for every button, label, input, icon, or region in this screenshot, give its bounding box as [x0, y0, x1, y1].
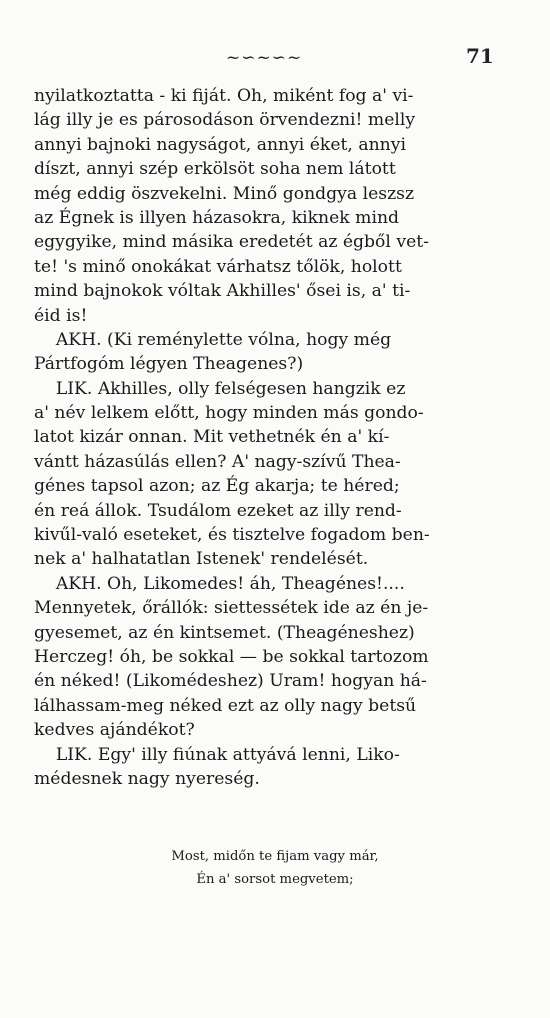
- verse-line: Most, midőn te fijam vagy már,: [171, 849, 379, 864]
- text-line: te! 's minő onokákat várhatsz tőlök, holott: [34, 256, 402, 277]
- text-line: nek a' halhatatlan Istenek' rendelését.: [34, 549, 369, 570]
- text-line: kedves ajándékot?: [34, 720, 195, 741]
- text-line: gyesemet, az én kintsemet. (Theagéneshez): [34, 622, 415, 643]
- text-line: nyilatkoztatta - ki fiját. Oh, miként fog a' vi-: [34, 86, 414, 106]
- verse-line: Én a' sorsot megvetem;: [196, 872, 354, 887]
- speaker-line-akh: AKH. Oh, Likomedes! áh, Theagénes!....: [34, 573, 405, 594]
- speaker-line-lik: LIK. Akhilles, olly felségesen hangzik ez: [34, 378, 406, 399]
- text-line: én reá állok. Tsudálom ezeket az illy rend-: [34, 500, 402, 521]
- text-line: médesnek nagy nyereség.: [34, 768, 260, 789]
- text-line: díszt, annyi szép erkölsöt soha nem látott: [34, 159, 396, 180]
- speaker-line-lik: LIK. Egy' illy fiúnak attyává lenni, Liko-: [34, 744, 400, 765]
- dialogue-text: [34, 84, 516, 791]
- text-line: lálhassam-meg néked ezt az olly nagy betsű: [34, 695, 417, 716]
- text-line: annyi bajnoki nagyságot, annyi éket, annyi: [34, 134, 406, 155]
- text-line: Pártfogóm légyen Theagenes?): [34, 354, 304, 375]
- text-line: Mennyetek, őrállók: siettessétek ide az én je-: [34, 598, 429, 619]
- text-line: én néked! (Likomédeshez) Uram! hogyan há-: [34, 671, 427, 692]
- text-line: vántt házasúlás ellen? A' nagy-szívű Thea-: [34, 451, 401, 472]
- text-line: kivűl-való eseteket, és tisztelve fogadom ben-: [34, 525, 430, 546]
- text-line: mind bajnokok vóltak Akhilles' ősei is, a' ti-: [34, 281, 411, 302]
- text-line: latot kizár onnan. Mit vethetnék én a' kí-: [34, 427, 390, 448]
- header-ornament: ~∽~∽~: [226, 48, 303, 68]
- text-line: éid is!: [34, 305, 88, 326]
- text-line: egygyike, mind másika eredetét az égből vet-: [34, 232, 429, 253]
- text-line: lág illy je es párosodáson örvendezni! melly: [34, 110, 416, 131]
- page-number: 71: [466, 44, 494, 68]
- text-line: az Égnek is illyen házasokra, kiknek mind: [34, 207, 400, 228]
- text-line: még eddig öszvekelni. Minő gondgya leszsz: [34, 183, 414, 204]
- speaker-line-akh: AKH. (Ki reménylette vólna, hogy még: [34, 329, 392, 350]
- text-line: a' név lelkem előtt, hogy minden más gondo-: [34, 403, 424, 424]
- text-line: Herczeg! óh, be sokkal — be sokkal tartozom: [34, 646, 429, 667]
- text-line: génes tapsol azon; az Ég akarja; te héred;: [34, 476, 400, 497]
